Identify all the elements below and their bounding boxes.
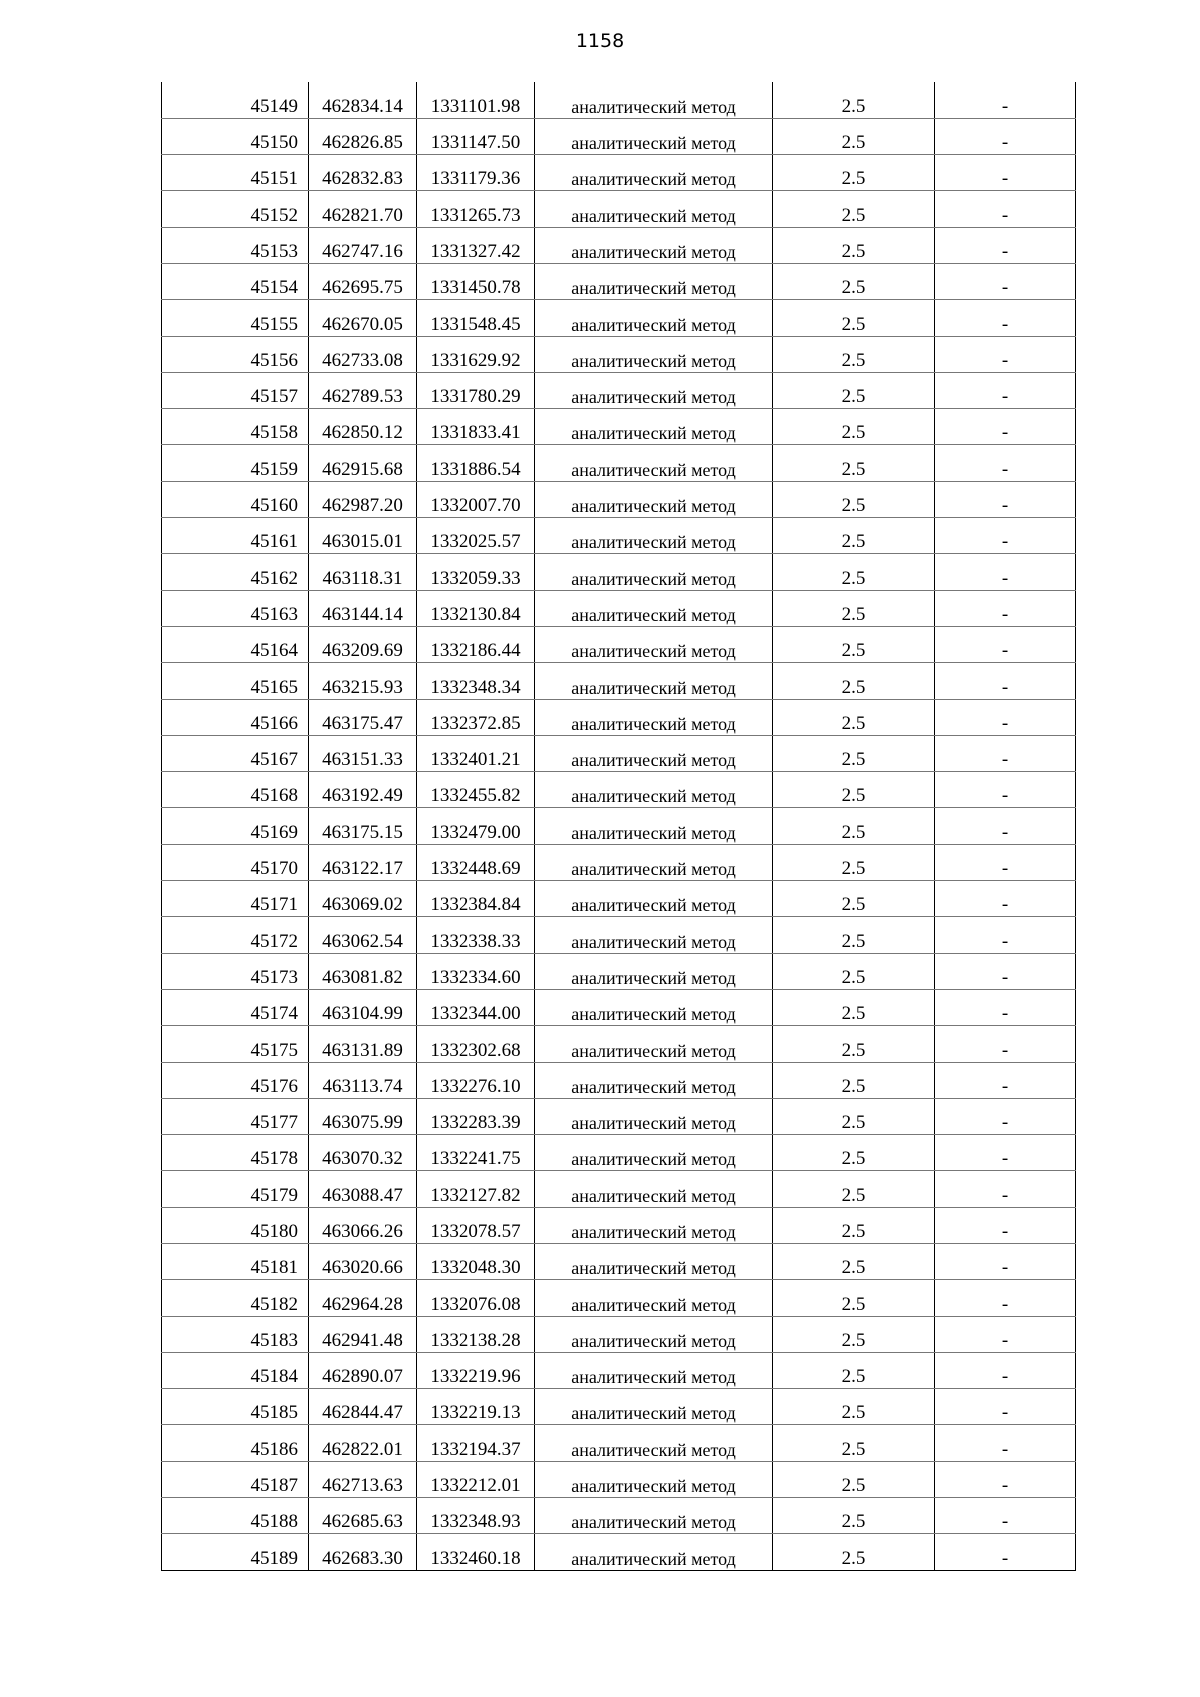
description-cell: - [935, 336, 1076, 372]
description-cell: - [935, 1280, 1076, 1316]
description-cell: - [935, 227, 1076, 263]
table-row [162, 1280, 1076, 1316]
method-cell: аналитический метод [535, 844, 773, 880]
accuracy-cell: 2.5 [773, 1352, 935, 1388]
x-coordinate-cell: 462890.07 [309, 1352, 417, 1388]
description-cell: - [935, 481, 1076, 517]
table-row [162, 663, 1076, 699]
method-cell: аналитический метод [535, 300, 773, 336]
method-cell: аналитический метод [535, 191, 773, 227]
table-row [162, 1316, 1076, 1352]
accuracy-cell: 2.5 [773, 1135, 935, 1171]
accuracy-cell: 2.5 [773, 1461, 935, 1497]
description-cell: - [935, 1062, 1076, 1098]
point-number-cell: 45153 [162, 227, 309, 263]
x-coordinate-cell: 462941.48 [309, 1316, 417, 1352]
point-number-cell: 45160 [162, 481, 309, 517]
description-cell: - [935, 1352, 1076, 1388]
method-cell: аналитический метод [535, 1207, 773, 1243]
point-number-cell: 45179 [162, 1171, 309, 1207]
method-cell: аналитический метод [535, 699, 773, 735]
y-coordinate-cell: 1331629.92 [417, 336, 535, 372]
accuracy-cell: 2.5 [773, 300, 935, 336]
description-cell: - [935, 300, 1076, 336]
x-coordinate-cell: 463069.02 [309, 881, 417, 917]
accuracy-cell: 2.5 [773, 590, 935, 626]
table-row [162, 263, 1076, 299]
point-number-cell: 45162 [162, 554, 309, 590]
description-cell: - [935, 372, 1076, 408]
point-number-cell: 45189 [162, 1534, 309, 1570]
table-row [162, 989, 1076, 1025]
point-number-cell: 45161 [162, 518, 309, 554]
method-cell: аналитический метод [535, 989, 773, 1025]
x-coordinate-cell: 463215.93 [309, 663, 417, 699]
description-cell: - [935, 445, 1076, 481]
method-cell: аналитический метод [535, 554, 773, 590]
method-cell: аналитический метод [535, 1389, 773, 1425]
y-coordinate-cell: 1332186.44 [417, 626, 535, 662]
accuracy-cell: 2.5 [773, 1098, 935, 1134]
y-coordinate-cell: 1332241.75 [417, 1135, 535, 1171]
x-coordinate-cell: 463015.01 [309, 518, 417, 554]
y-coordinate-cell: 1331147.50 [417, 118, 535, 154]
x-coordinate-cell: 463118.31 [309, 554, 417, 590]
accuracy-cell: 2.5 [773, 626, 935, 662]
x-coordinate-cell: 463088.47 [309, 1171, 417, 1207]
point-number-cell: 45165 [162, 663, 309, 699]
point-number-cell: 45187 [162, 1461, 309, 1497]
method-cell: аналитический метод [535, 1171, 773, 1207]
x-coordinate-cell: 462685.63 [309, 1498, 417, 1534]
accuracy-cell: 2.5 [773, 1026, 935, 1062]
description-cell: - [935, 1171, 1076, 1207]
description-cell: - [935, 409, 1076, 445]
y-coordinate-cell: 1332348.34 [417, 663, 535, 699]
table-row [162, 1062, 1076, 1098]
accuracy-cell: 2.5 [773, 191, 935, 227]
x-coordinate-cell: 462850.12 [309, 409, 417, 445]
x-coordinate-cell: 463144.14 [309, 590, 417, 626]
x-coordinate-cell: 463066.26 [309, 1207, 417, 1243]
description-cell: - [935, 1207, 1076, 1243]
method-cell: аналитический метод [535, 372, 773, 408]
table-row [162, 1461, 1076, 1497]
table-row [162, 518, 1076, 554]
x-coordinate-cell: 463151.33 [309, 735, 417, 771]
y-coordinate-cell: 1332194.37 [417, 1425, 535, 1461]
point-number-cell: 45159 [162, 445, 309, 481]
y-coordinate-cell: 1331450.78 [417, 263, 535, 299]
accuracy-cell: 2.5 [773, 409, 935, 445]
accuracy-cell: 2.5 [773, 989, 935, 1025]
accuracy-cell: 2.5 [773, 1280, 935, 1316]
point-number-cell: 45163 [162, 590, 309, 626]
x-coordinate-cell: 462915.68 [309, 445, 417, 481]
y-coordinate-cell: 1332219.13 [417, 1389, 535, 1425]
table-row [162, 1244, 1076, 1280]
table-row [162, 917, 1076, 953]
method-cell: аналитический метод [535, 1062, 773, 1098]
table-row [162, 372, 1076, 408]
table-row [162, 336, 1076, 372]
x-coordinate-cell: 462822.01 [309, 1425, 417, 1461]
x-coordinate-cell: 463062.54 [309, 917, 417, 953]
method-cell: аналитический метод [535, 1026, 773, 1062]
y-coordinate-cell: 1331327.42 [417, 227, 535, 263]
y-coordinate-cell: 1332276.10 [417, 1062, 535, 1098]
x-coordinate-cell: 463122.17 [309, 844, 417, 880]
y-coordinate-cell: 1332076.08 [417, 1280, 535, 1316]
accuracy-cell: 2.5 [773, 772, 935, 808]
accuracy-cell: 2.5 [773, 953, 935, 989]
point-number-cell: 45182 [162, 1280, 309, 1316]
description-cell: - [935, 917, 1076, 953]
point-number-cell: 45149 [162, 82, 309, 118]
description-cell: - [935, 1026, 1076, 1062]
table-row [162, 1135, 1076, 1171]
table-row [162, 844, 1076, 880]
point-number-cell: 45184 [162, 1352, 309, 1388]
accuracy-cell: 2.5 [773, 481, 935, 517]
accuracy-cell: 2.5 [773, 227, 935, 263]
method-cell: аналитический метод [535, 1425, 773, 1461]
description-cell: - [935, 155, 1076, 191]
table-row [162, 1498, 1076, 1534]
description-cell: - [935, 1389, 1076, 1425]
description-cell: - [935, 1425, 1076, 1461]
table-row [162, 155, 1076, 191]
description-cell: - [935, 844, 1076, 880]
accuracy-cell: 2.5 [773, 1062, 935, 1098]
point-number-cell: 45166 [162, 699, 309, 735]
y-coordinate-cell: 1331101.98 [417, 82, 535, 118]
description-cell: - [935, 1135, 1076, 1171]
method-cell: аналитический метод [535, 518, 773, 554]
y-coordinate-cell: 1331548.45 [417, 300, 535, 336]
y-coordinate-cell: 1332219.96 [417, 1352, 535, 1388]
x-coordinate-cell: 463131.89 [309, 1026, 417, 1062]
table-row [162, 808, 1076, 844]
method-cell: аналитический метод [535, 409, 773, 445]
accuracy-cell: 2.5 [773, 1498, 935, 1534]
method-cell: аналитический метод [535, 1316, 773, 1352]
description-cell: - [935, 663, 1076, 699]
point-number-cell: 45164 [162, 626, 309, 662]
y-coordinate-cell: 1332334.60 [417, 953, 535, 989]
x-coordinate-cell: 463070.32 [309, 1135, 417, 1171]
description-cell: - [935, 1316, 1076, 1352]
description-cell: - [935, 1244, 1076, 1280]
table-row [162, 626, 1076, 662]
point-number-cell: 45177 [162, 1098, 309, 1134]
y-coordinate-cell: 1332460.18 [417, 1534, 535, 1570]
point-number-cell: 45172 [162, 917, 309, 953]
y-coordinate-cell: 1332138.28 [417, 1316, 535, 1352]
accuracy-cell: 2.5 [773, 554, 935, 590]
method-cell: аналитический метод [535, 155, 773, 191]
description-cell: - [935, 1534, 1076, 1570]
x-coordinate-cell: 462670.05 [309, 300, 417, 336]
point-number-cell: 45186 [162, 1425, 309, 1461]
table-row [162, 481, 1076, 517]
point-number-cell: 45181 [162, 1244, 309, 1280]
table-row [162, 735, 1076, 771]
accuracy-cell: 2.5 [773, 1244, 935, 1280]
point-number-cell: 45167 [162, 735, 309, 771]
table-row [162, 1352, 1076, 1388]
table-row [162, 300, 1076, 336]
point-number-cell: 45168 [162, 772, 309, 808]
point-number-cell: 45185 [162, 1389, 309, 1425]
description-cell: - [935, 881, 1076, 917]
method-cell: аналитический метод [535, 445, 773, 481]
point-number-cell: 45157 [162, 372, 309, 408]
table-row [162, 409, 1076, 445]
description-cell: - [935, 735, 1076, 771]
x-coordinate-cell: 462695.75 [309, 263, 417, 299]
method-cell: аналитический метод [535, 626, 773, 662]
accuracy-cell: 2.5 [773, 1316, 935, 1352]
accuracy-cell: 2.5 [773, 445, 935, 481]
accuracy-cell: 2.5 [773, 663, 935, 699]
y-coordinate-cell: 1332059.33 [417, 554, 535, 590]
table-row [162, 554, 1076, 590]
y-coordinate-cell: 1332302.68 [417, 1026, 535, 1062]
point-number-cell: 45169 [162, 808, 309, 844]
x-coordinate-cell: 463020.66 [309, 1244, 417, 1280]
method-cell: аналитический метод [535, 663, 773, 699]
method-cell: аналитический метод [535, 263, 773, 299]
method-cell: аналитический метод [535, 82, 773, 118]
y-coordinate-cell: 1331833.41 [417, 409, 535, 445]
table-row [162, 590, 1076, 626]
x-coordinate-cell: 462713.63 [309, 1461, 417, 1497]
point-number-cell: 45180 [162, 1207, 309, 1243]
page-number: 1158 [575, 30, 625, 52]
y-coordinate-cell: 1332479.00 [417, 808, 535, 844]
method-cell: аналитический метод [535, 336, 773, 372]
x-coordinate-cell: 462844.47 [309, 1389, 417, 1425]
point-number-cell: 45170 [162, 844, 309, 880]
table-row [162, 191, 1076, 227]
method-cell: аналитический метод [535, 772, 773, 808]
y-coordinate-cell: 1332338.33 [417, 917, 535, 953]
description-cell: - [935, 953, 1076, 989]
table-row [162, 227, 1076, 263]
point-number-cell: 45173 [162, 953, 309, 989]
accuracy-cell: 2.5 [773, 881, 935, 917]
description-cell: - [935, 1098, 1076, 1134]
method-cell: аналитический метод [535, 808, 773, 844]
x-coordinate-cell: 463113.74 [309, 1062, 417, 1098]
y-coordinate-cell: 1332025.57 [417, 518, 535, 554]
method-cell: аналитический метод [535, 881, 773, 917]
point-number-cell: 45174 [162, 989, 309, 1025]
x-coordinate-cell: 462987.20 [309, 481, 417, 517]
accuracy-cell: 2.5 [773, 735, 935, 771]
y-coordinate-cell: 1332344.00 [417, 989, 535, 1025]
point-number-cell: 45152 [162, 191, 309, 227]
description-cell: - [935, 989, 1076, 1025]
point-number-cell: 45151 [162, 155, 309, 191]
coordinates-table-body [162, 82, 1076, 1570]
accuracy-cell: 2.5 [773, 808, 935, 844]
description-cell: - [935, 626, 1076, 662]
method-cell: аналитический метод [535, 1352, 773, 1388]
x-coordinate-cell: 463175.15 [309, 808, 417, 844]
point-number-cell: 45158 [162, 409, 309, 445]
accuracy-cell: 2.5 [773, 699, 935, 735]
method-cell: аналитический метод [535, 590, 773, 626]
y-coordinate-cell: 1332401.21 [417, 735, 535, 771]
description-cell: - [935, 1461, 1076, 1497]
description-cell: - [935, 82, 1076, 118]
accuracy-cell: 2.5 [773, 155, 935, 191]
accuracy-cell: 2.5 [773, 372, 935, 408]
point-number-cell: 45171 [162, 881, 309, 917]
table-row [162, 772, 1076, 808]
accuracy-cell: 2.5 [773, 82, 935, 118]
y-coordinate-cell: 1331780.29 [417, 372, 535, 408]
table-row [162, 881, 1076, 917]
description-cell: - [935, 554, 1076, 590]
method-cell: аналитический метод [535, 1534, 773, 1570]
x-coordinate-cell: 463192.49 [309, 772, 417, 808]
y-coordinate-cell: 1332372.85 [417, 699, 535, 735]
x-coordinate-cell: 462832.83 [309, 155, 417, 191]
description-cell: - [935, 263, 1076, 299]
method-cell: аналитический метод [535, 481, 773, 517]
description-cell: - [935, 699, 1076, 735]
method-cell: аналитический метод [535, 917, 773, 953]
accuracy-cell: 2.5 [773, 1534, 935, 1570]
table-row [162, 1171, 1076, 1207]
table-row [162, 699, 1076, 735]
description-cell: - [935, 808, 1076, 844]
accuracy-cell: 2.5 [773, 518, 935, 554]
y-coordinate-cell: 1332384.84 [417, 881, 535, 917]
table-row [162, 1534, 1076, 1570]
x-coordinate-cell: 462683.30 [309, 1534, 417, 1570]
description-cell: - [935, 772, 1076, 808]
x-coordinate-cell: 463075.99 [309, 1098, 417, 1134]
x-coordinate-cell: 462789.53 [309, 372, 417, 408]
y-coordinate-cell: 1332283.39 [417, 1098, 535, 1134]
y-coordinate-cell: 1332212.01 [417, 1461, 535, 1497]
table-row [162, 1026, 1076, 1062]
coordinates-table [161, 82, 1076, 1571]
method-cell: аналитический метод [535, 1461, 773, 1497]
y-coordinate-cell: 1332448.69 [417, 844, 535, 880]
method-cell: аналитический метод [535, 953, 773, 989]
accuracy-cell: 2.5 [773, 917, 935, 953]
y-coordinate-cell: 1331179.36 [417, 155, 535, 191]
point-number-cell: 45183 [162, 1316, 309, 1352]
x-coordinate-cell: 462733.08 [309, 336, 417, 372]
y-coordinate-cell: 1331886.54 [417, 445, 535, 481]
x-coordinate-cell: 463175.47 [309, 699, 417, 735]
method-cell: аналитический метод [535, 118, 773, 154]
description-cell: - [935, 590, 1076, 626]
point-number-cell: 45178 [162, 1135, 309, 1171]
accuracy-cell: 2.5 [773, 844, 935, 880]
table-row [162, 1098, 1076, 1134]
x-coordinate-cell: 462964.28 [309, 1280, 417, 1316]
point-number-cell: 45176 [162, 1062, 309, 1098]
y-coordinate-cell: 1331265.73 [417, 191, 535, 227]
y-coordinate-cell: 1332127.82 [417, 1171, 535, 1207]
y-coordinate-cell: 1332007.70 [417, 481, 535, 517]
table-row [162, 953, 1076, 989]
accuracy-cell: 2.5 [773, 1389, 935, 1425]
accuracy-cell: 2.5 [773, 263, 935, 299]
method-cell: аналитический метод [535, 1280, 773, 1316]
point-number-cell: 45156 [162, 336, 309, 372]
y-coordinate-cell: 1332348.93 [417, 1498, 535, 1534]
accuracy-cell: 2.5 [773, 118, 935, 154]
description-cell: - [935, 1498, 1076, 1534]
accuracy-cell: 2.5 [773, 336, 935, 372]
x-coordinate-cell: 463104.99 [309, 989, 417, 1025]
y-coordinate-cell: 1332455.82 [417, 772, 535, 808]
x-coordinate-cell: 462826.85 [309, 118, 417, 154]
y-coordinate-cell: 1332048.30 [417, 1244, 535, 1280]
point-number-cell: 45154 [162, 263, 309, 299]
point-number-cell: 45175 [162, 1026, 309, 1062]
point-number-cell: 45188 [162, 1498, 309, 1534]
y-coordinate-cell: 1332130.84 [417, 590, 535, 626]
point-number-cell: 45155 [162, 300, 309, 336]
table-row [162, 445, 1076, 481]
accuracy-cell: 2.5 [773, 1207, 935, 1243]
table-row [162, 82, 1076, 118]
method-cell: аналитический метод [535, 1098, 773, 1134]
table-row [162, 1389, 1076, 1425]
y-coordinate-cell: 1332078.57 [417, 1207, 535, 1243]
accuracy-cell: 2.5 [773, 1425, 935, 1461]
x-coordinate-cell: 462834.14 [309, 82, 417, 118]
description-cell: - [935, 118, 1076, 154]
method-cell: аналитический метод [535, 1498, 773, 1534]
table-row [162, 118, 1076, 154]
accuracy-cell: 2.5 [773, 1171, 935, 1207]
description-cell: - [935, 518, 1076, 554]
method-cell: аналитический метод [535, 735, 773, 771]
x-coordinate-cell: 462821.70 [309, 191, 417, 227]
description-cell: - [935, 191, 1076, 227]
table-row [162, 1425, 1076, 1461]
x-coordinate-cell: 462747.16 [309, 227, 417, 263]
x-coordinate-cell: 463081.82 [309, 953, 417, 989]
method-cell: аналитический метод [535, 1244, 773, 1280]
point-number-cell: 45150 [162, 118, 309, 154]
table-row [162, 1207, 1076, 1243]
method-cell: аналитический метод [535, 227, 773, 263]
x-coordinate-cell: 463209.69 [309, 626, 417, 662]
method-cell: аналитический метод [535, 1135, 773, 1171]
